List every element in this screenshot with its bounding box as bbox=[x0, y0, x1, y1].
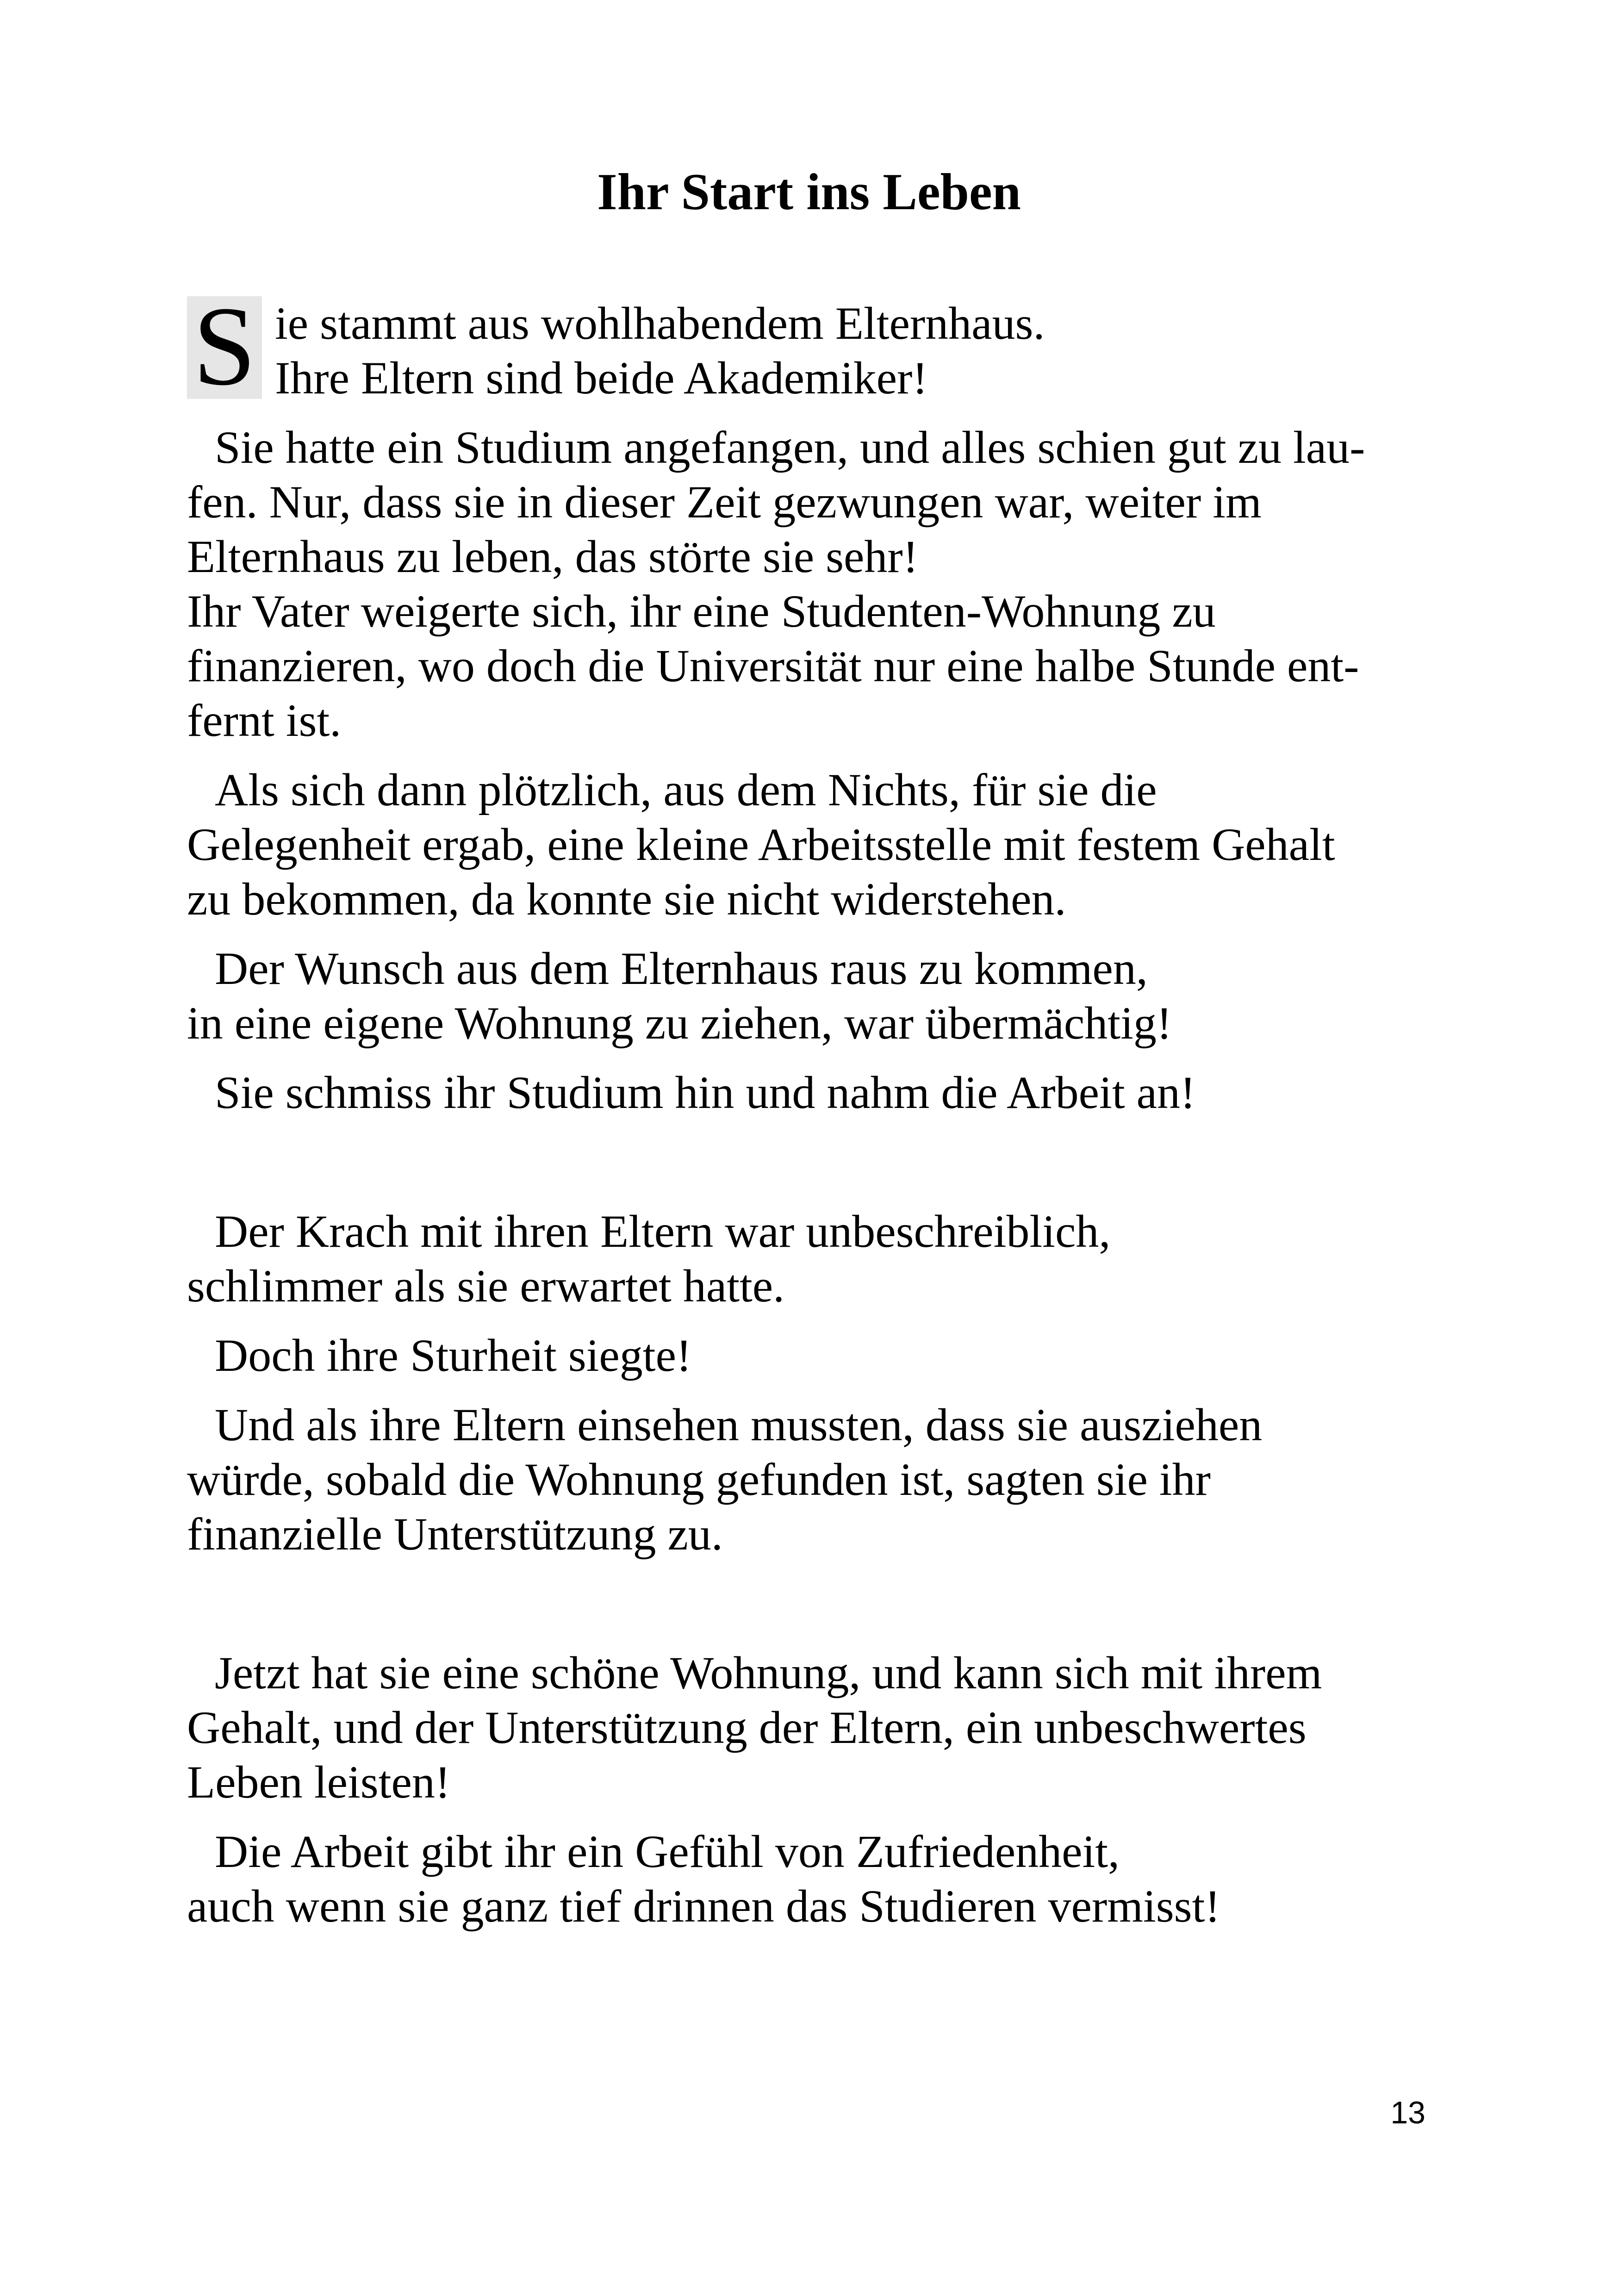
intro-paragraph bbox=[187, 296, 1483, 405]
text-line: Doch ihre Sturheit siegte! bbox=[215, 1330, 692, 1381]
text-line: Die Arbeit gibt ihr ein Gefühl von Zufriedenheit, bbox=[215, 1826, 1120, 1877]
section-gap bbox=[187, 1135, 1483, 1204]
text-line: Sie schmiss ihr Studium hin und nahm die Arbeit an! bbox=[215, 1067, 1196, 1118]
paragraph bbox=[187, 1824, 1483, 1934]
body-text bbox=[187, 296, 1483, 1948]
paragraph bbox=[187, 1646, 1483, 1810]
text-line: Elternhaus zu leben, das störte sie sehr! bbox=[187, 531, 919, 582]
paragraph bbox=[187, 763, 1483, 927]
text-line: Leben leisten! bbox=[187, 1756, 451, 1808]
paragraph bbox=[187, 1204, 1483, 1313]
paragraph bbox=[187, 941, 1483, 1051]
text-line: Jetzt hat sie eine schöne Wohnung, und kann sich mit ihrem bbox=[215, 1647, 1322, 1699]
page-title: Ihr Start ins Leben bbox=[597, 163, 1021, 221]
text-line: ie stammt aus wohlhabendem Elternhaus. bbox=[275, 298, 1045, 349]
text-line: auch wenn sie ganz tief drinnen das Studieren vermisst! bbox=[187, 1880, 1220, 1932]
text-line: würde, sobald die Wohnung gefunden ist, sagten sie ihr bbox=[187, 1454, 1211, 1505]
text-line: Gehalt, und der Unterstützung der Eltern, ein unbeschwertes bbox=[187, 1702, 1307, 1753]
text-line: Ihr Vater weigerte sich, ihr eine Studenten-Wohnung zu bbox=[187, 585, 1216, 637]
page-number: 13 bbox=[1390, 2095, 1425, 2130]
text-line: Der Krach mit ihren Eltern war unbeschreiblich, bbox=[215, 1206, 1111, 1257]
paragraph bbox=[187, 1398, 1483, 1562]
text-line: finanzielle Unterstützung zu. bbox=[187, 1508, 723, 1560]
paragraph bbox=[187, 420, 1483, 748]
text-line: zu bekommen, da konnte sie nicht widerstehen. bbox=[187, 873, 1066, 925]
text-line: Als sich dann plötzlich, aus dem Nichts, für sie die bbox=[215, 764, 1157, 815]
text-line: fen. Nur, dass sie in dieser Zeit gezwungen war, weiter im bbox=[187, 476, 1262, 528]
paragraph bbox=[187, 1065, 1483, 1120]
section-gap bbox=[187, 1576, 1483, 1646]
text-line: finanzieren, wo doch die Universität nur eine halbe Stunde ent- bbox=[187, 640, 1359, 691]
text-line: Ihre Eltern sind beide Akademiker! bbox=[275, 352, 928, 404]
text-line: Gelegenheit ergab, eine kleine Arbeitsstelle mit festem Gehalt bbox=[187, 819, 1335, 870]
text-line: fernt ist. bbox=[187, 695, 342, 746]
text-line: in eine eigene Wohnung zu ziehen, war übermächtig! bbox=[187, 997, 1172, 1049]
text-line: Der Wunsch aus dem Elternhaus raus zu kommen, bbox=[215, 943, 1148, 994]
text-line: schlimmer als sie erwartet hatte. bbox=[187, 1260, 785, 1312]
text-line: Sie hatte ein Studium angefangen, und alles schien gut zu lau- bbox=[215, 422, 1365, 473]
paragraph bbox=[187, 1328, 1483, 1383]
drop-cap: S bbox=[187, 296, 262, 399]
text-line: Und als ihre Eltern einsehen mussten, dass sie ausziehen bbox=[215, 1399, 1263, 1450]
